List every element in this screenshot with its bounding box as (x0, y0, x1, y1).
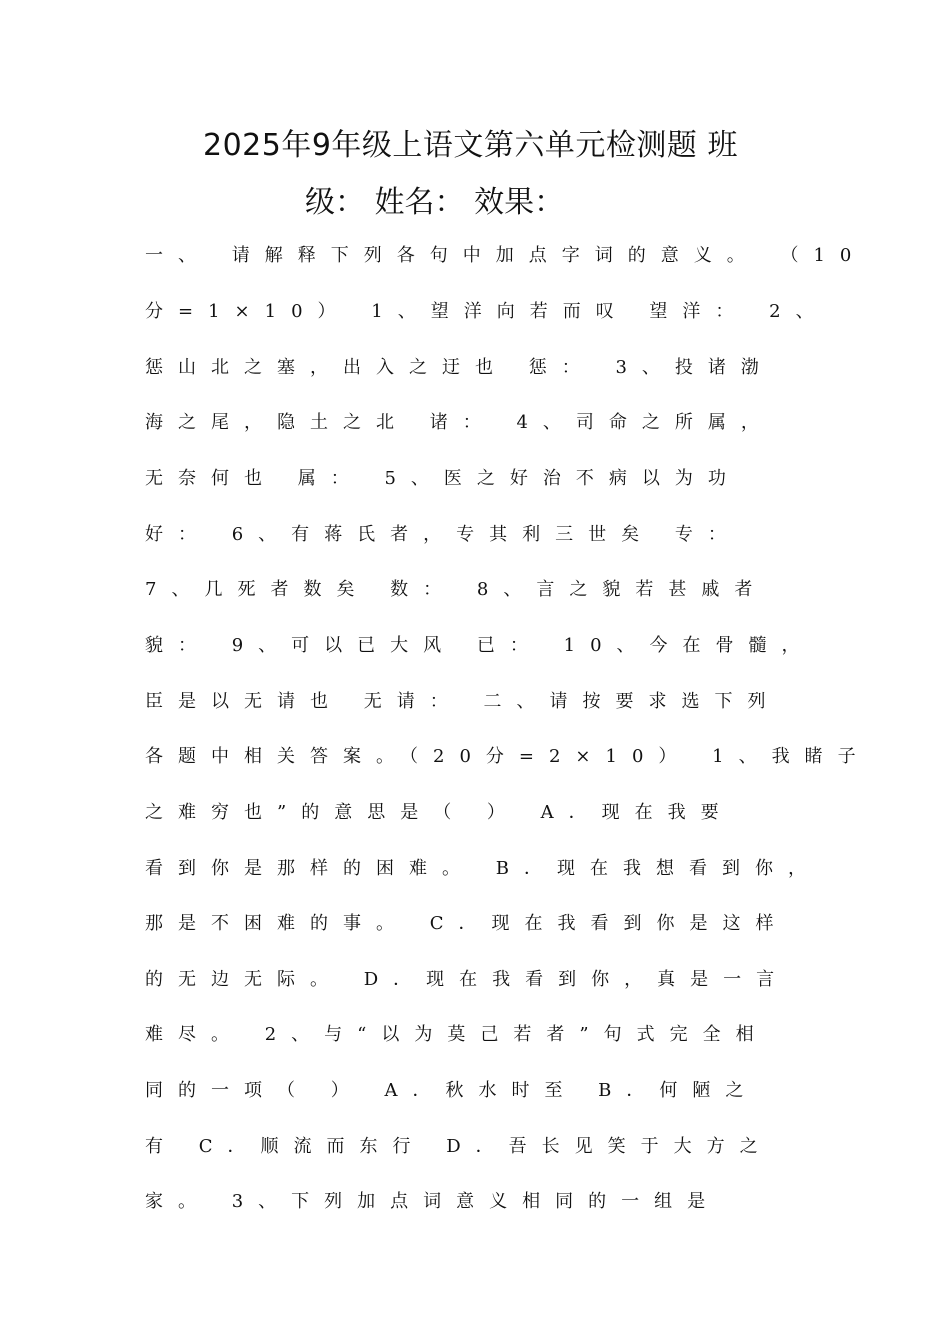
question-line: 看到你是那样的困难。 B．现在我想看到你， (145, 858, 821, 879)
question-line: 海之尾，隐土之北 诸： 4、司命之所属， (145, 412, 774, 433)
question-line: 有 C．顺流而东行 D．吾长见笑于大方之 (145, 1136, 773, 1157)
question-line: 无奈何也 属： 5、医之好治不病以为功 (145, 468, 741, 489)
question-line: 的无边无际。 D．现在我看到你，真是一言 (145, 969, 790, 990)
student-info-line: 级： 姓名： 效果： (305, 185, 565, 220)
question-line: 好： 6、有蒋氏者，专其利三世矣 专： (145, 524, 741, 545)
question-line: 分=1×10） 1、望洋向若而叹 望洋： 2、 (145, 301, 829, 322)
question-line: 貌： 9、可以已大风 已： 10、今在骨髓， (145, 635, 815, 656)
question-line: 难尽。 2、与“以为莫己若者”句式完全相 (145, 1024, 769, 1045)
question-line: 那是不困难的事。 C．现在我看到你是这样 (145, 913, 789, 934)
question-line: 一、 请解释下列各句中加点字词的意义。 （10 (145, 245, 867, 266)
document-title: 2025年9年级上语文第六单元检测题 班 (203, 128, 738, 163)
question-line: 7、几死者数矣 数： 8、言之貌若甚戚者 (145, 579, 768, 600)
question-line: 家。 3、下列加点词意义相同的一组是 (145, 1191, 721, 1212)
question-line: 同的一项（ ） A．秋水时至 B．何陋之 (145, 1080, 759, 1101)
question-line: 各题中相关答案。（20分=2×10） 1、我睹子 (145, 746, 871, 767)
question-line: 臣是以无请也 无请： 二、请按要求选下列 (145, 691, 781, 712)
question-line: 之难穷也”的意思是（ ） A．现在我要 (145, 802, 734, 823)
question-line: 惩山北之塞，出入之迂也 惩： 3、投诸渤 (145, 357, 774, 378)
